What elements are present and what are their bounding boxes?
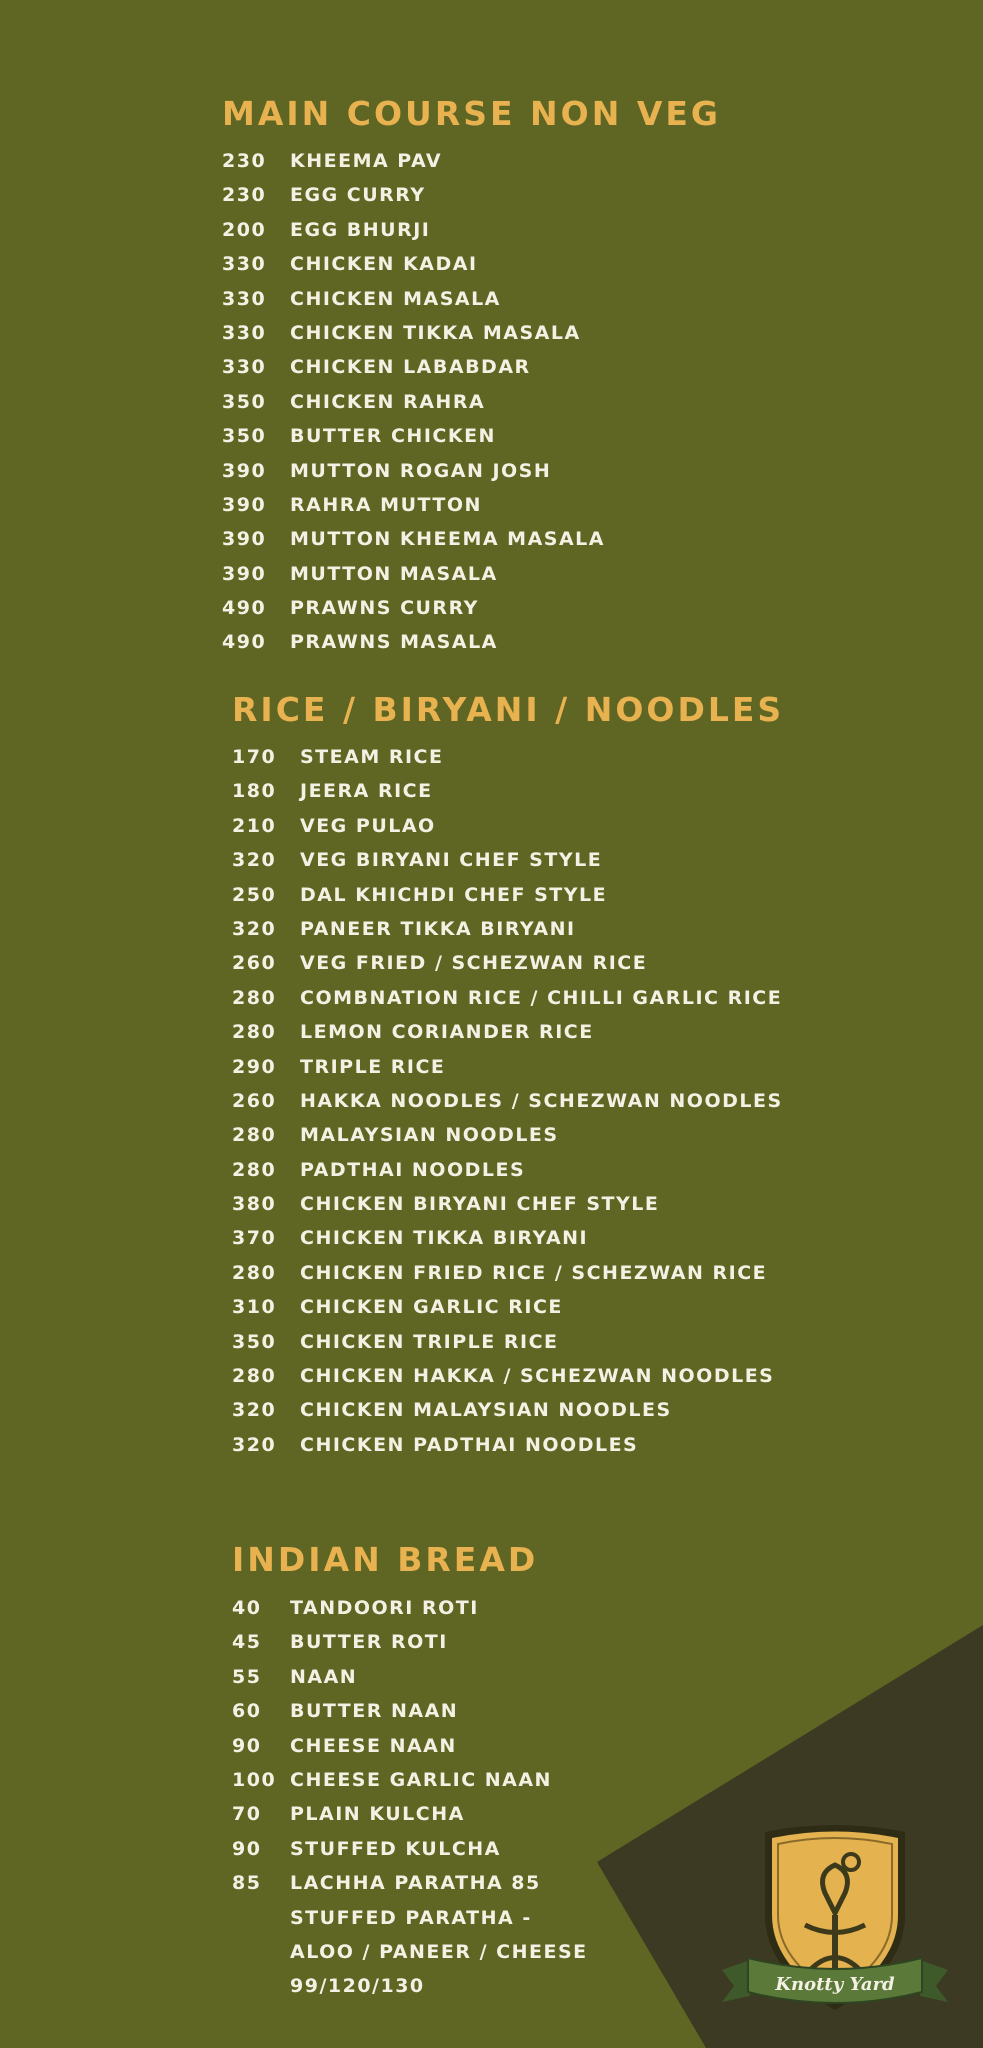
item-name: CHICKEN GARLIC RICE	[300, 1296, 563, 1319]
item-name: CHICKEN TIKKA BIRYANI	[300, 1227, 589, 1250]
item-price: 350	[232, 1330, 277, 1353]
menu-item	[232, 1325, 784, 1359]
item-name: CHICKEN MASALA	[290, 287, 501, 310]
item-price: 55	[232, 1665, 262, 1688]
section-heading: INDIAN BREAD	[232, 1540, 539, 1579]
menu-item	[222, 282, 721, 316]
item-name: MALAYSIAN NOODLES	[300, 1124, 559, 1147]
item-price: 230	[222, 150, 267, 172]
section-heading: MAIN COURSE NON VEG	[222, 94, 721, 133]
item-name: MUTTON ROGAN JOSH	[290, 459, 552, 482]
menu-item	[222, 316, 721, 350]
item-name: CHICKEN PADTHAI NOODLES	[300, 1433, 639, 1456]
menu-item	[232, 1393, 784, 1427]
menu-item	[232, 1153, 784, 1187]
menu-item	[232, 1290, 784, 1324]
menu-item	[222, 419, 721, 453]
menu-item	[232, 1187, 784, 1221]
item-name: CHICKEN KADAI	[290, 253, 478, 276]
item-name: EGG CURRY	[290, 184, 426, 207]
item-price: 490	[222, 631, 267, 654]
menu-item	[222, 591, 721, 625]
item-name: CHICKEN LABABDAR	[290, 356, 531, 379]
logo-text: Knotty Yard	[775, 1974, 895, 1995]
item-price: 370	[232, 1227, 277, 1250]
item-name: MUTTON KHEEMA MASALA	[290, 528, 605, 551]
item-price: 200	[222, 218, 267, 241]
item-price: 230	[222, 184, 267, 207]
menu-item	[232, 1660, 588, 1694]
menu-item	[232, 1084, 784, 1118]
item-price: 280	[232, 1124, 277, 1147]
item-name: PRAWNS CURRY	[290, 597, 479, 620]
section-heading: RICE / BIRYANI / NOODLES	[232, 690, 785, 729]
menu-item	[222, 385, 721, 419]
item-price: 100	[232, 1768, 277, 1791]
item-name: EGG BHURJI	[290, 218, 431, 241]
menu-item	[232, 1625, 588, 1659]
shield-crest-icon	[720, 1820, 950, 2020]
item-name: CHICKEN HAKKA / SCHEZWAN NOODLES	[300, 1365, 775, 1388]
item-name: NAAN	[290, 1665, 358, 1688]
item-name: CHICKEN TIKKA MASALA	[290, 321, 581, 344]
menu-item	[232, 1428, 784, 1462]
item-price: 330	[222, 287, 267, 310]
item-price: 250	[232, 883, 277, 906]
item-price: 280	[232, 1365, 277, 1388]
menu-item	[222, 213, 721, 247]
item-price: 380	[232, 1193, 277, 1216]
menu-item	[232, 1015, 784, 1049]
item-price: 290	[232, 1055, 277, 1078]
item-name: CHEESE GARLIC NAAN	[290, 1768, 552, 1791]
item-name: KHEEMA PAV	[290, 150, 443, 172]
item-name: VEG BIRYANI CHEF STYLE	[300, 849, 603, 872]
menu-item	[232, 1256, 784, 1290]
menu-item	[222, 454, 721, 488]
item-name: HAKKA NOODLES / SCHEZWAN NOODLES	[300, 1089, 783, 1112]
item-name: PLAIN KULCHA	[290, 1803, 465, 1826]
menu-item	[232, 1118, 784, 1152]
menu-item	[222, 144, 721, 178]
menu-item	[232, 1694, 588, 1728]
item-name: BUTTER NAAN	[290, 1700, 459, 1723]
item-name: LACHHA PARATHA 85	[290, 1872, 541, 1895]
item-price: 320	[232, 1399, 277, 1422]
item-price: 330	[222, 356, 267, 379]
menu-item	[232, 774, 784, 808]
menu-item	[232, 809, 784, 843]
item-price: 60	[232, 1700, 262, 1723]
note-line: STUFFED PARATHA -	[290, 1906, 532, 1929]
menu-item	[222, 557, 721, 591]
menu-item	[222, 488, 721, 522]
menu-item	[232, 981, 784, 1015]
menu-item	[232, 878, 784, 912]
item-price: 280	[232, 986, 277, 1009]
item-name: TANDOORI ROTI	[290, 1597, 479, 1619]
item-name: STUFFED KULCHA	[290, 1837, 501, 1860]
menu-item	[232, 1797, 588, 1831]
menu-item	[232, 1050, 784, 1084]
item-name: CHICKEN FRIED RICE / SCHEZWAN RICE	[300, 1261, 768, 1284]
item-price: 350	[222, 390, 267, 413]
item-price: 70	[232, 1803, 262, 1826]
item-price: 90	[232, 1837, 262, 1860]
item-price: 280	[232, 1158, 277, 1181]
menu-item	[232, 1866, 588, 1900]
menu-item	[232, 946, 784, 980]
item-name: JEERA RICE	[300, 780, 433, 803]
stuffed-paratha-note	[232, 1901, 588, 2004]
item-name: CHICKEN TRIPLE RICE	[300, 1330, 559, 1353]
menu-item	[222, 522, 721, 556]
section-indian-bread	[232, 1540, 588, 2004]
item-name: STEAM RICE	[300, 746, 444, 768]
section-main-course-non-veg	[222, 94, 721, 660]
item-price: 390	[222, 493, 267, 516]
menu-item	[232, 1763, 588, 1797]
item-price: 320	[232, 849, 277, 872]
item-name: MUTTON MASALA	[290, 562, 498, 585]
item-price: 320	[232, 1433, 277, 1456]
item-price: 170	[232, 746, 277, 768]
item-name: RAHRA MUTTON	[290, 493, 482, 516]
menu-list	[232, 1591, 588, 1901]
item-name: BUTTER CHICKEN	[290, 425, 496, 448]
item-price: 490	[222, 597, 267, 620]
note-line: 99/120/130	[290, 1975, 425, 1998]
menu-item	[232, 1729, 588, 1763]
item-name: LEMON CORIANDER RICE	[300, 1021, 594, 1044]
item-name: CHICKEN MALAYSIAN NOODLES	[300, 1399, 672, 1422]
item-price: 260	[232, 952, 277, 975]
menu-item	[232, 1832, 588, 1866]
item-name: DAL KHICHDI CHEF STYLE	[300, 883, 608, 906]
menu-item	[232, 1221, 784, 1255]
item-price: 260	[232, 1089, 277, 1112]
menu-item	[232, 740, 784, 774]
item-name: VEG PULAO	[300, 814, 436, 837]
menu-item	[232, 912, 784, 946]
note-line: ALOO / PANEER / CHEESE	[290, 1940, 588, 1963]
knotty-yard-logo	[720, 1820, 950, 2020]
menu-list	[222, 144, 721, 660]
item-price: 180	[232, 780, 277, 803]
item-name: CHEESE NAAN	[290, 1734, 457, 1757]
menu-item	[222, 178, 721, 212]
item-name: BUTTER ROTI	[290, 1631, 448, 1654]
menu-item	[222, 625, 721, 659]
menu-item	[232, 1591, 588, 1625]
item-price: 90	[232, 1734, 262, 1757]
item-name: VEG FRIED / SCHEZWAN RICE	[300, 952, 648, 975]
menu-item	[222, 350, 721, 384]
item-price: 280	[232, 1021, 277, 1044]
item-name: CHICKEN BIRYANI CHEF STYLE	[300, 1193, 660, 1216]
item-price: 390	[222, 562, 267, 585]
item-price: 40	[232, 1597, 262, 1619]
item-name: COMBNATION RICE / CHILLI GARLIC RICE	[300, 986, 783, 1009]
item-price: 390	[222, 528, 267, 551]
item-price: 85	[232, 1872, 262, 1895]
item-price: 390	[222, 459, 267, 482]
item-price: 350	[222, 425, 267, 448]
item-price: 330	[222, 321, 267, 344]
item-name: TRIPLE RICE	[300, 1055, 446, 1078]
item-price: 280	[232, 1261, 277, 1284]
menu-item	[222, 247, 721, 281]
item-price: 320	[232, 917, 277, 940]
item-name: CHICKEN RAHRA	[290, 390, 486, 413]
item-name: PRAWNS MASALA	[290, 631, 498, 654]
item-price: 45	[232, 1631, 262, 1654]
section-rice-biryani-noodles	[232, 690, 784, 1462]
menu-item	[232, 1359, 784, 1393]
item-price: 330	[222, 253, 267, 276]
item-name: PANEER TIKKA BIRYANI	[300, 917, 576, 940]
item-name: PADTHAI NOODLES	[300, 1158, 526, 1181]
menu-list	[232, 740, 784, 1462]
item-price: 210	[232, 814, 277, 837]
item-price: 310	[232, 1296, 277, 1319]
menu-item	[232, 843, 784, 877]
